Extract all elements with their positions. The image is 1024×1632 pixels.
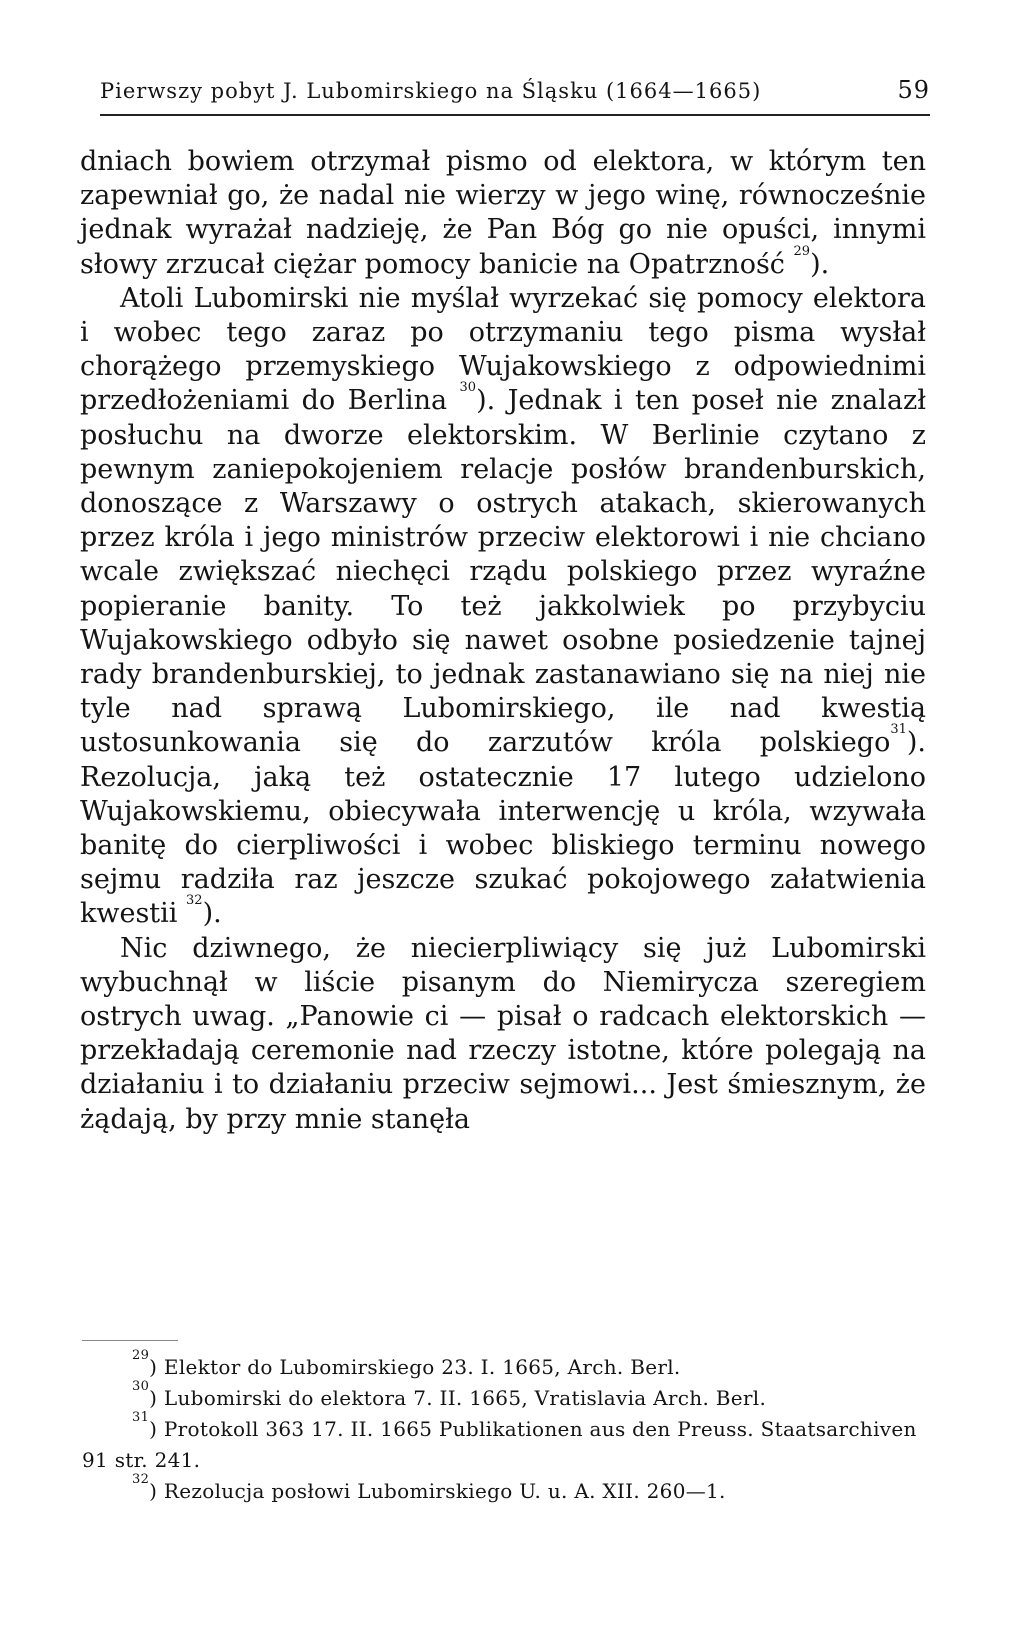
footnote-separator — [82, 1340, 178, 1341]
paragraph-1 — [80, 145, 926, 282]
footnote — [82, 1348, 918, 1383]
footnote-text: ) Protokoll 363 17. II. 1665 Publikationen aus den Preuss. Staatsarchiven 91 str. 241. — [82, 1417, 917, 1472]
page-number: 59 — [897, 76, 930, 104]
paragraph-text: ). — [202, 898, 222, 930]
paragraph-text: dniach bowiem otrzymał pismo od elektora, w którym ten zapewniał go, że nadal nie wierzy w jego winę, równocześnie jednak wyrażał nadzieję, że Pan Bóg go nie opuści, innymi słowy zrzucał ciężar pomocy banicie na Opatrzność — [80, 146, 926, 280]
footnote-text: ) Elektor do Lubomirskiego 23. I. 1665, Arch. Berl. — [149, 1355, 681, 1379]
running-header-title: Pierwszy pobyt J. Lubomirskiego na Śląsku (1664—1665) — [100, 79, 762, 103]
footnote-number: 30 — [132, 1379, 150, 1394]
paragraph-text: Nic dziwnego, że niecierpliwiący się już Lubomirski wybuchnął w liście pisanym do Niemirycza szeregiem ostrych uwag. „Panowie ci — pisał o radcach elektorskich — przekładają ceremonie nad rzeczy istotne, które polegają na działaniu i to działaniu przeciw sejmowi... Jest śmiesznym, że żądają, by przy mnie stanęła — [80, 932, 926, 1135]
running-header — [100, 76, 930, 104]
footnote-number: 29 — [132, 1348, 150, 1363]
paragraph-3 — [80, 932, 926, 1137]
footnote-ref: 29 — [793, 243, 811, 259]
footnote — [82, 1472, 918, 1507]
footnote-ref: 30 — [459, 380, 477, 396]
paragraph-2 — [80, 282, 926, 932]
paragraph-text: Atoli Lubomirski nie myślał wyrzekać się pomocy elektora i wobec tego zaraz po otrzymaniu tego pisma wysłał chorążego przemyskiego Wujakowskiego z odpowiednimi przedłożeniami do Berlina — [80, 282, 926, 417]
footnote-ref: 31 — [890, 722, 907, 738]
paragraph-text: ). Rezolucja, jaką też ostatecznie 17 lutego udzielono Wujakowskiemu, obiecywała interwencję u króla, wzywała banitę do cierpliwości i wobec bliskiego terminu nowego sejmu radziła raz jeszcze szukać pokojowego załatwienia kwestii — [80, 727, 926, 930]
body-text — [80, 145, 926, 1137]
footnote — [82, 1379, 918, 1414]
paragraph-text: ). Jednak i ten poseł nie znalazł posłuchu na dworze elektorskim. W Berlinie czytano z pewnym zaniepokojeniem relacje posłów brandenburskich, donoszące z Warszawy o ostrych atakach, skierowanych przez króla i jego ministrów przeciw elektorowi i nie chciano wcale zwiększać niechęci rządu polskiego przez wyraźne popieranie banity. To też jakkolwiek po przybyciu Wujakowskiego odbyło się nawet osobne posiedzenie tajnej rady brandenburskiej, to jednak zastanawiano się na niej nie tyle nad sprawą Lubomirskiego, ile nad kwestią ustosunkowania się do zarzutów króla polskiego — [80, 385, 926, 759]
footnote-text: ) Lubomirski do elektora 7. II. 1665, Vratislavia Arch. Berl. — [149, 1386, 767, 1410]
footnote-number: 31 — [132, 1410, 150, 1425]
footnote-number: 32 — [132, 1472, 150, 1487]
footnote-ref: 32 — [186, 893, 203, 909]
footnote-text: ) Rezolucja posłowi Lubomirskiego U. u. A. XII. 260—1. — [149, 1479, 726, 1503]
footnotes — [82, 1348, 918, 1507]
header-rule — [100, 114, 930, 116]
footnote — [82, 1410, 918, 1476]
paragraph-text: ). — [810, 248, 830, 280]
